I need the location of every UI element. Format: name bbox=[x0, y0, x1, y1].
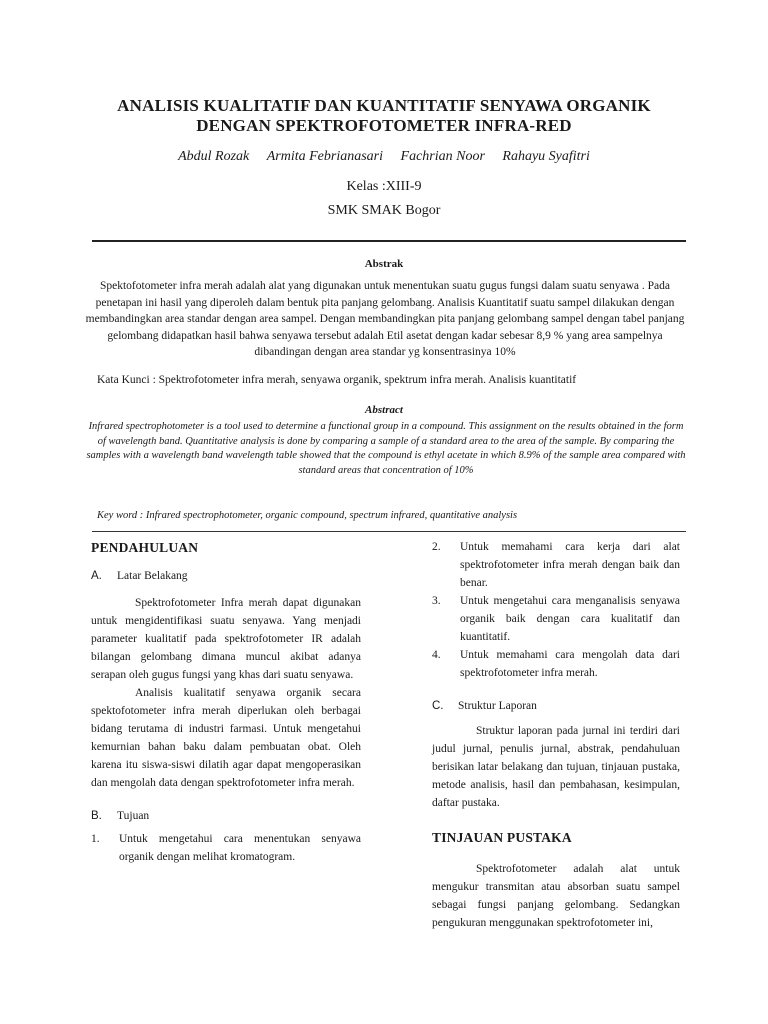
paper-title bbox=[0, 96, 768, 136]
list-item bbox=[432, 538, 680, 592]
list-text: Untuk memahami cara kerja dari alat spektrofotometer infra merah dengan baik dan benar. bbox=[460, 541, 680, 589]
abstrak-heading: Abstrak bbox=[364, 258, 404, 270]
section-title-pendahuluan: PENDAHULUAN bbox=[91, 540, 199, 555]
author: Abdul Rozak bbox=[178, 149, 250, 164]
subsection-letter: C. bbox=[432, 700, 444, 712]
subsection-tujuan bbox=[91, 810, 361, 822]
paragraph: Analisis kualitatif senyawa organik secara spektofotometer infra merah diperlukan oleh berbagai bidang terutama di industri farmasi. Untuk mengetahui kemurnian bahan baku dalam pembuatan obat. Oleh karena itu siswa-siswi dilatih agar dapat mengoperasikan dan mengolah data dengan spektrofotometer infra merah. bbox=[91, 687, 361, 789]
list-item bbox=[432, 592, 680, 646]
keywords: Key word : Infrared spectrophotometer, organic compound, spectrum infrared, quantitative analysis bbox=[97, 510, 518, 521]
top-divider bbox=[92, 240, 686, 242]
subsection-label: Latar Belakang bbox=[117, 570, 188, 582]
left-column bbox=[91, 540, 361, 866]
subsection-struktur-laporan bbox=[432, 700, 680, 712]
subsection-latar-belakang bbox=[91, 570, 361, 582]
class-label: Kelas :XIII-9 bbox=[346, 179, 422, 194]
title-line-1: ANALISIS KUALITATIF DAN KUANTITATIF SENYAWA ORGANIK bbox=[117, 96, 651, 115]
school-name: SMK SMAK Bogor bbox=[327, 203, 441, 218]
list-number: 4. bbox=[432, 649, 441, 661]
subsection-label: Struktur Laporan bbox=[458, 700, 537, 712]
list-text: Untuk mengetahui cara menentukan senyawa organik dengan melihat kromatogram. bbox=[119, 833, 361, 863]
list-text: Untuk memahami cara mengolah data dari spektrofotometer infra merah. bbox=[460, 649, 680, 679]
author: Armita Febrianasari bbox=[266, 149, 384, 164]
kata-kunci: Kata Kunci : Spektrofotometer infra merah, senyawa organik, spektrum infra merah. Analisis kuantitatif bbox=[97, 374, 577, 386]
list-number: 3. bbox=[432, 595, 441, 607]
paragraph: Struktur laporan pada jurnal ini terdiri dari judul jurnal, penulis jurnal, abstrak, pendahuluan berisikan latar belakang dan tujuan, tinjauan pustaka, metode analisis, hasil dan pembahasan, kesimpulan, daftar pustaka. bbox=[432, 725, 680, 809]
author-list bbox=[0, 149, 768, 165]
subsection-label: Tujuan bbox=[117, 810, 150, 822]
list-number: 1. bbox=[91, 833, 100, 845]
abstrak-body: Spektofotometer infra merah adalah alat yang digunakan untuk menentukan suatu gugus fungsi dalam suatu senyawa . Pada penetapan ini hasil yang diperoleh dalam bentuk pita panjang gelombang. Analisis Kuantitatif suatu sampel dilakukan dengan membandingkan area standar dengan area sampel. Dengan membandingkan pita panjang gelombang sampel dengan tabel panjang gelombang didapatkan hasil bahwa senyawa tersebut adalah Etil asetat dengan kadar sebesar 8,9 % yang area sampelnya dibandingan dengan area standar yg konsentrasinya 10% bbox=[85, 280, 685, 358]
list-text: Untuk mengetahui cara menganalisis senyawa organik baik dengan cara kualitatif dan kuantitatif. bbox=[460, 595, 680, 643]
abstract-body: Infrared spectrophotometer is a tool used to determine a functional group in a compound. This assignment on the results obtained in the form of wavelength band. Quantitative analysis is done by comparing a sample of a standard area to the area of the sample. By comparing the samples with a wavelength band wavelength table showed that the compound is ethyl acetate in which 8.9% of the sample area compared with standard areas that concentration of 10% bbox=[86, 421, 686, 476]
paragraph: Spektrofotometer adalah alat untuk mengukur transmitan atau absorban suatu sampel sebagai fungsi panjang gelombang. Sedangkan pengukuran menggunakan spektrofotometer ini, bbox=[432, 863, 680, 929]
section-title-tinjauan-pustaka: TINJAUAN PUSTAKA bbox=[432, 830, 572, 845]
right-column bbox=[432, 538, 680, 932]
abstract-heading: Abstract bbox=[365, 404, 403, 416]
subsection-letter: A. bbox=[91, 570, 102, 582]
mid-divider bbox=[92, 531, 686, 532]
list-item bbox=[91, 830, 361, 866]
subsection-letter: B. bbox=[91, 810, 102, 822]
paragraph: Spektrofotometer Infra merah dapat digunakan untuk mengidentifikasi suatu senyawa. Yang menjadi parameter kualitatif pada spektrofotometer IR adalah bilangan gelombang dimana muncul akibat adanya serapan oleh gugus fungsi yang khas dari suatu senyawa. bbox=[91, 597, 361, 681]
list-number: 2. bbox=[432, 541, 441, 553]
author: Fachrian Noor bbox=[400, 149, 485, 164]
title-line-2: DENGAN SPEKTROFOTOMETER INFRA-RED bbox=[196, 116, 572, 135]
author: Rahayu Syafitri bbox=[502, 149, 590, 164]
list-item bbox=[432, 646, 680, 682]
